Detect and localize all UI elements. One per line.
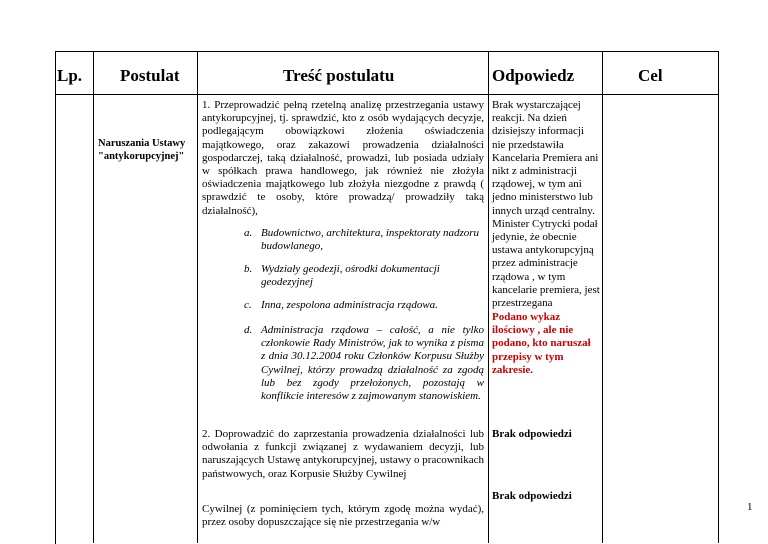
sub-a-text: Budownictwo, architektura, inspektoraty nadzoru budowlanego, [261,227,480,253]
sub-c-text: Inna, zespolona administracja rządowa. [261,299,438,311]
postulate-1-text: 1. Przeprowadzić pełną rzetelną analizę przestrzegania ustawy antykorupcyjnej, tj. sprawdzić, kto z osób wydających decyzje, podlegającym obowiązkowi złożenia oświadczenia majątkowego, oraz zakazowi prowadzenia działalności gospodarczej, taką działalność, prowadzi, lub posiada udziały w spółkach prawa handlowego, jak również nie złożyła oświadczenia majątkowego lub złożyła niezgodne z prawdą ( sprawdzić te osoby, które prowadzą/ prowadziły taką działalność), [202,99,484,217]
header-lp: Lp. [57,66,83,85]
sub-d-label: d. [244,324,253,336]
postulate-1-sub-a [244,227,484,253]
column-divider [602,51,603,543]
column-divider [197,51,198,543]
answer-2: Brak odpowiedzi [492,428,572,440]
header-tresc: Treść postulatu [283,66,395,85]
sub-b-text: Wydziały geodezji, ośrodki dokumentacji geodezyjnej [261,263,440,289]
sub-c-label: c. [244,299,252,311]
header-postulat: Postulat [120,66,180,85]
postulate-1-sub-b [244,263,484,289]
column-divider [718,51,719,543]
sub-a-label: a. [244,227,253,239]
header-cel: Cel [638,66,663,85]
answer-3: Brak odpowiedzi [492,490,572,502]
answer-1: Brak wystarczającej reakcji. Na dzień dzisiejszy informacji nie przedstawiła Kancelaria Premiera ani nikt z administracji rządowej, w tym ani jedno ministerstwo lub innych urząd centralny. Minister Cytrycki podał jedynie, że obecnie ustawa antykorupcyjną przez administracje rządowa , w tym kancelarie premiera, jest przestrzegana [492,99,600,310]
postulat-label: Naruszania Ustawy "antykorupcyjnej" [98,138,186,163]
answer-1-highlight: Podano wykaz ilościowy , ale nie podano, kto naruszał przepisy w tym zakresie. [492,311,591,376]
column-divider [488,51,489,543]
column-divider [93,51,94,543]
postulate-2-continuation: Cywilnej (z pominięciem tych, którym zgodę można wydać), przez osoby dopuszczające się nie przestrzegania w/w [202,503,484,529]
sub-d-text: Administracja rządowa – całość, a nie tylko członkowie Rady Ministrów, jak to wynika z pisma z dnia 30.12.2004 roku Członków Korpusu Służby Cywilnej, którzy prowadzą działalność za zgodą lub bez zgody przełożonych, pozostają w konflikcie interesów z zajmowanym stanowiskiem. [261,324,484,403]
sub-b-label: b. [244,263,253,275]
postulate-2-text: 2. Doprowadzić do zaprzestania prowadzenia działalności lub odwołania z funkcji związanej z wydawaniem decyzji, lub naruszających Ustawę antykorupcyjnej, ustawy o pracownikach państwowych, oraz Korpusie Służby Cywilnej [202,428,484,480]
header-row-divider [55,94,718,95]
postulate-1-sub-d [244,324,484,403]
header-odpowiedz: Odpowiedz [492,66,575,85]
postulate-1-sub-c [244,299,484,312]
page-number: 1 [747,501,753,513]
